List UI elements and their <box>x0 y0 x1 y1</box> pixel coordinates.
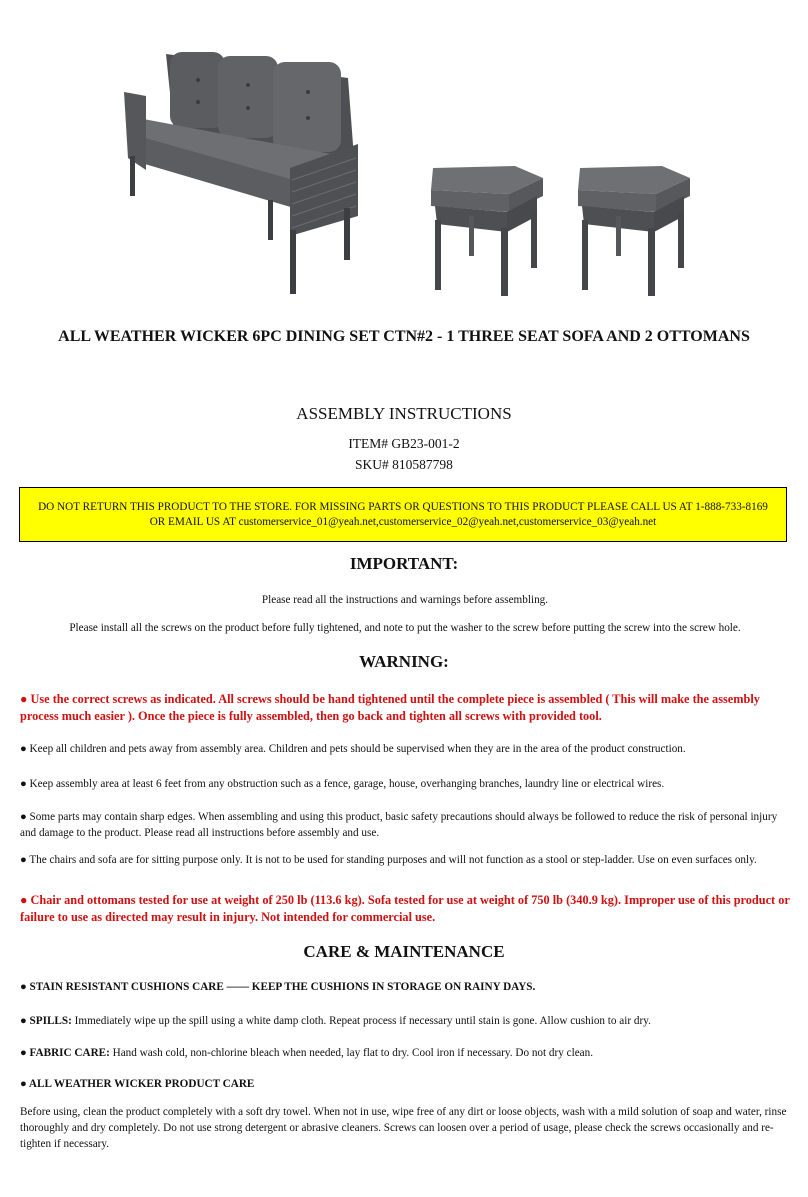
wicker-care-text: Before using, clean the product completely with a soft dry towel. When not in use, wipe free of any dirt or loose objects, wash with a mild solution of soap and water, rinse thoroughly and dry completely. Do not use strong detergent or abrasive cleaners. Screws can loosen over a period of usage, please check the screws occasionally and re-tighten if necessary. <box>20 1106 787 1150</box>
fabric-care-label: ● FABRIC CARE: <box>20 1047 110 1059</box>
cushion-care-line: ● STAIN RESISTANT CUSHIONS CARE —— KEEP THE CUSHIONS IN STORAGE ON RAINY DAYS. <box>20 981 536 993</box>
care-maintenance-heading: CARE & MAINTENANCE <box>303 942 505 961</box>
sofa-image <box>118 40 363 298</box>
spills-line <box>20 1013 790 1029</box>
notice-line-2: OR EMAIL US AT customerservice_01@yeah.net,customerservice_02@yeah.net,customerservice_03@yeah.net <box>149 516 657 528</box>
return-notice-box <box>19 487 787 542</box>
warning-heading: WARNING: <box>359 652 449 671</box>
warning-item-area: ● Keep assembly area at least 6 feet from any obstruction such as a fence, garage, house, overhanging branches, laundry line or electrical wires. <box>20 778 665 790</box>
notice-line-1: DO NOT RETURN THIS PRODUCT TO THE STORE. FOR MISSING PARTS OR QUESTIONS TO THIS PRODUCT PLEASE CALL US AT 1-888-733-8169 <box>38 501 768 513</box>
ottoman-image <box>572 160 697 298</box>
ottoman-image <box>425 160 550 298</box>
fabric-care-text: Hand wash cold, non-chlorine bleach when needed, lay flat to dry. Cool iron if necessary. Do not dry clean. <box>109 1047 594 1059</box>
assembly-instructions-title: ASSEMBLY INSTRUCTIONS <box>296 404 512 423</box>
warning-item-sitting: ● The chairs and sofa are for sitting purpose only. It is not to be used for standing purposes and will not function as a stool or step-ladder. Use on even surfaces only. <box>20 854 757 866</box>
warning-item-edges: ● Some parts may contain sharp edges. When assembling and using this product, basic safety precautions should always be followed to reduce the risk of personal injury and damage to the product. Please read all instructions before assembly and use. <box>20 811 778 839</box>
warning-item-weight: ● Chair and ottomans tested for use at weight of 250 lb (113.6 kg). Sofa tested for use at weight of 750 lb (340.9 kg). Improper use of this product or failure to use as directed may result in injury. Not intended for commercial use. <box>20 893 790 924</box>
important-heading: IMPORTANT: <box>349 554 459 573</box>
warning-item-children: ● Keep all children and pets away from assembly area. Children and pets should be supervised when they are in the area of the product construction. <box>20 743 686 755</box>
spills-label: ● SPILLS: <box>20 1015 72 1027</box>
important-paragraph-2: Please install all the screws on the product before fully tightened, and note to put the washer to the screw before putting the screw into the screw hole. <box>69 622 741 634</box>
fabric-care-line <box>20 1045 790 1061</box>
important-paragraph-1: Please read all the instructions and warnings before assembling. <box>261 594 549 606</box>
sku-number: SKU# 810587798 <box>355 457 453 472</box>
spills-text: Immediately wipe up the spill using a white damp cloth. Repeat process if necessary until stain is gone. Allow cushion to air dry. <box>71 1015 651 1027</box>
product-images <box>0 0 808 310</box>
warning-item-screws: ● Use the correct screws as indicated. All screws should be hand tightened until the complete piece is assembled ( This will make the assembly process much easier ). Once the piece is fully assembled, then go back and tighten all screws with provided tool. <box>20 692 760 723</box>
item-number: ITEM# GB23-001-2 <box>348 436 460 451</box>
document-title: ALL WEATHER WICKER 6PC DINING SET CTN#2 - 1 THREE SEAT SOFA AND 2 OTTOMANS <box>58 328 750 345</box>
wicker-care-heading: ● ALL WEATHER WICKER PRODUCT CARE <box>20 1078 255 1090</box>
